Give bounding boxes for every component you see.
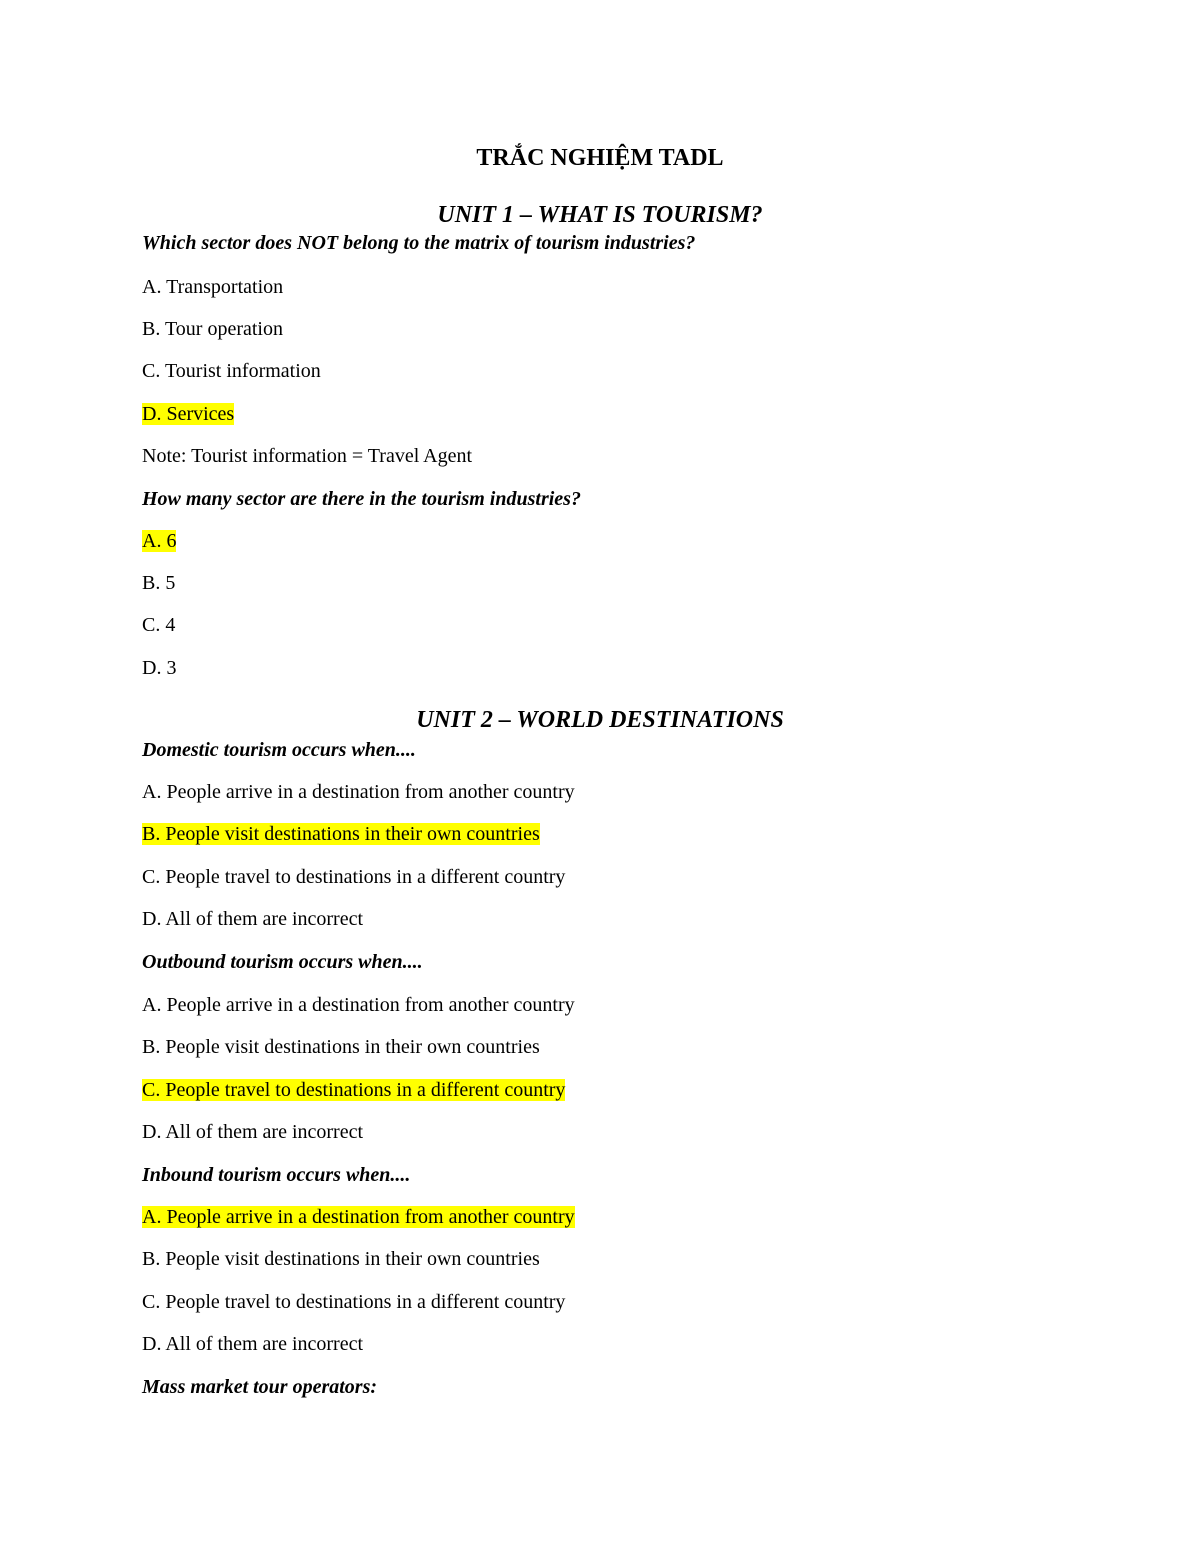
answer-option	[142, 779, 575, 805]
answer-option	[142, 655, 176, 681]
option-text: B. 5	[142, 572, 176, 594]
option-text: B. People visit destinations in their own countries	[142, 1036, 540, 1058]
option-text: B. Tour operation	[142, 318, 283, 340]
answer-option	[142, 992, 575, 1018]
answer-option-correct	[142, 1077, 565, 1103]
question-text: Outbound tourism occurs when....	[142, 951, 423, 973]
question-text: Inbound tourism occurs when....	[142, 1164, 411, 1186]
answer-option	[142, 612, 175, 638]
answer-option-correct	[142, 528, 176, 554]
answer-option	[142, 1246, 540, 1272]
question-text: Domestic tourism occurs when....	[142, 739, 416, 761]
answer-option	[142, 570, 175, 596]
unit-1-heading: UNIT 1 – WHAT IS TOURISM?	[437, 202, 763, 228]
option-text: D. All of them are incorrect	[142, 1333, 364, 1355]
note-text: Note: Tourist information = Travel Agent	[142, 445, 473, 467]
answer-option	[142, 1331, 363, 1357]
option-text: C. 4	[142, 614, 176, 636]
answer-option	[142, 1289, 565, 1315]
highlighted-answer: A. People arrive in a destination from another country	[142, 1206, 575, 1228]
document-title: TRẮC NGHIỆM TADL	[476, 145, 724, 171]
question-text: How many sector are there in the tourism industries?	[142, 488, 581, 510]
answer-option	[142, 274, 283, 300]
highlighted-answer: A. 6	[142, 530, 177, 552]
option-text: D. 3	[142, 657, 177, 679]
answer-option	[142, 358, 321, 384]
question-text: Mass market tour operators:	[142, 1376, 378, 1398]
highlighted-answer: D. Services	[142, 403, 235, 425]
unit-2-heading: UNIT 2 – WORLD DESTINATIONS	[416, 707, 784, 733]
highlighted-answer: C. People travel to destinations in a different country	[142, 1079, 566, 1101]
answer-option-correct	[142, 821, 540, 847]
answer-option	[142, 316, 283, 342]
question-text: Which sector does NOT belong to the matrix of tourism industries?	[142, 232, 696, 254]
answer-option	[142, 864, 565, 890]
option-text: D. All of them are incorrect	[142, 1121, 364, 1143]
option-text: A. Transportation	[142, 276, 284, 298]
option-text: C. People travel to destinations in a different country	[142, 866, 566, 888]
answer-option	[142, 1034, 540, 1060]
option-text: A. People arrive in a destination from another country	[142, 994, 575, 1016]
answer-option-correct	[142, 1204, 575, 1230]
option-text: A. People arrive in a destination from another country	[142, 781, 575, 803]
option-text: C. People travel to destinations in a different country	[142, 1291, 566, 1313]
option-text: B. People visit destinations in their own countries	[142, 1248, 540, 1270]
option-text: C. Tourist information	[142, 360, 321, 382]
answer-option	[142, 906, 363, 932]
answer-option-correct	[142, 401, 234, 427]
option-text: D. All of them are incorrect	[142, 908, 364, 930]
highlighted-answer: B. People visit destinations in their own countries	[142, 823, 540, 845]
answer-option	[142, 1119, 363, 1145]
